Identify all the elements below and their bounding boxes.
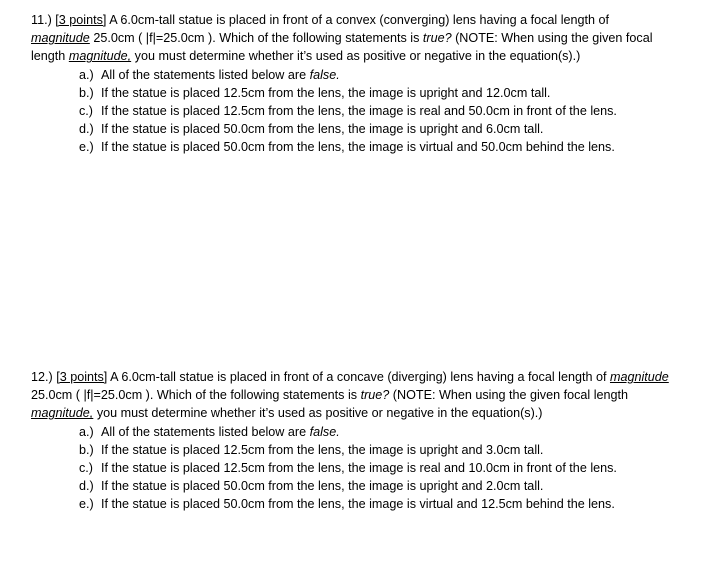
option-a [31,423,671,441]
option-c [31,102,671,120]
question-number: 12.) [31,370,53,384]
stem-text: you must determine whether it’s used as positive or negative in the equation(s).) [134,49,581,64]
option-label: a.) [79,67,94,82]
option-d [31,477,671,495]
points-badge: [3 points] [56,370,108,384]
option-label: c.) [79,461,93,476]
stem-text: you must determine whether it’s used as positive or negative in the equation(s).) [96,406,543,421]
emphasis-magnitude: magnitude, [31,406,94,421]
stem-text: 25.0cm ( |f|=25.0cm ). Which of the following statements is [31,388,358,403]
answer-options [31,423,671,514]
stem-text: (NOTE: When using the given focal length [31,31,653,64]
option-label: b.) [79,85,94,100]
option-text: If the statue is placed 50.0cm from the lens, the image is upright and 6.0cm tall. [101,122,544,137]
emphasis-magnitude: magnitude [31,31,90,46]
stem-text: 25.0cm ( |f|=25.0cm ). Which of the following statements is [93,31,420,46]
stem-text: A 6.0cm-tall statue is placed in front of a concave (diverging) lens having a focal length of [110,370,607,384]
option-d [31,120,671,138]
emphasis-true: true? [422,31,452,46]
option-text-main: All of the statements listed below are [101,67,307,82]
option-label: e.) [79,140,94,155]
emphasis-magnitude: magnitude [609,370,669,384]
option-text: If the statue is placed 12.5cm from the lens, the image is upright and 12.0cm tall. [101,85,551,100]
question-12 [31,368,671,514]
option-label: c.) [79,104,93,119]
option-label: b.) [79,442,94,457]
stem-text: A 6.0cm-tall statue is placed in front of a convex (converging) lens having a focal length of [109,13,610,27]
stem-text: (NOTE: When using the given focal length [392,388,629,403]
question-11-stem [31,11,671,66]
option-label: a.) [79,424,94,439]
option-text-main: All of the statements listed below are [101,424,307,439]
question-number: 11.) [31,13,52,27]
points-badge: [3 points] [55,13,107,27]
option-text: If the statue is placed 50.0cm from the lens, the image is virtual and 50.0cm behind the lens. [101,140,615,155]
option-label: d.) [79,479,94,494]
option-text-italic: false. [309,67,340,82]
option-b [31,441,671,459]
option-text: If the statue is placed 50.0cm from the lens, the image is upright and 2.0cm tall. [101,479,544,494]
question-12-stem [31,368,671,423]
option-label: d.) [79,122,94,137]
option-label: e.) [79,497,94,512]
option-a [31,66,671,84]
option-text: If the statue is placed 12.5cm from the lens, the image is upright and 3.0cm tall. [101,442,544,457]
option-text: If the statue is placed 12.5cm from the lens, the image is real and 10.0cm in front of the lens. [101,461,617,476]
option-text: If the statue is placed 50.0cm from the lens, the image is virtual and 12.5cm behind the lens. [101,497,615,512]
option-e [31,495,671,513]
emphasis-true: true? [360,388,390,403]
option-e [31,138,671,156]
emphasis-magnitude: magnitude, [68,49,132,64]
option-text [101,66,671,84]
question-11 [31,11,671,157]
option-b [31,84,671,102]
option-text [101,423,671,441]
answer-options [31,66,671,157]
option-text-italic: false. [309,424,340,439]
option-c [31,459,671,477]
option-text: If the statue is placed 12.5cm from the lens, the image is real and 50.0cm in front of the lens. [101,104,617,119]
